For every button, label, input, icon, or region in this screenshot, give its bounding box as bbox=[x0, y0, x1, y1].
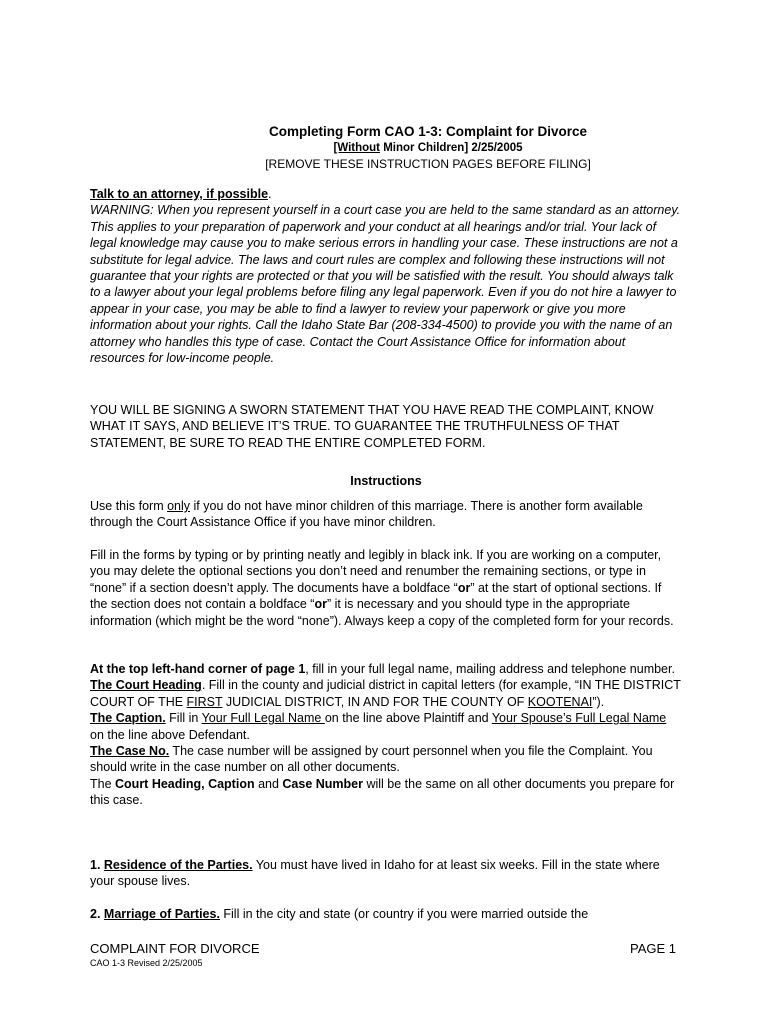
item-2-marriage bbox=[90, 906, 682, 922]
caption-label: The Caption. bbox=[90, 711, 166, 726]
sworn-statement: YOU WILL BE SIGNING A SWORN STATEMENT THAT YOU HAVE READ THE COMPLAINT, KNOW WHAT IT SAYS, AND BELIEVE IT’S TRUE. TO GUARANTEE THE TRUTHFULNESS OF THAT STATEMENT, BE SURE TO READ THE ENTIRE COMPLETED FORM. bbox=[90, 403, 654, 450]
same-and: and bbox=[254, 776, 283, 791]
top-corner-paragraph bbox=[90, 661, 682, 677]
case-number-label: The Case No. bbox=[90, 744, 170, 759]
fill-paragraph bbox=[90, 547, 682, 629]
court-heading-paragraph bbox=[90, 677, 682, 710]
remove-note: [REMOVE THESE INSTRUCTION PAGES BEFORE FILING] bbox=[265, 157, 591, 171]
court-heading-text-2: JUDICIAL DISTRICT, IN AND FOR THE COUNTY OF bbox=[222, 694, 528, 709]
caption-spouse-name: Your Spouse’s Full Legal Name bbox=[491, 711, 667, 726]
attorney-heading: Talk to an attorney, if possible bbox=[90, 187, 269, 201]
use-paragraph bbox=[90, 498, 682, 531]
caption-text-c: on the line above Defendant. bbox=[90, 727, 250, 742]
instructions-heading: Instructions bbox=[350, 474, 422, 488]
document-title: Completing Form CAO 1-3: Complaint for Divorce bbox=[268, 124, 588, 139]
same-text-c: will be the same on all other documents you prepare for this case. bbox=[90, 776, 675, 808]
fill-or-1: or bbox=[457, 580, 471, 595]
use-text-b: if you do not have minor children of this marriage. There is another form available through the Court Assistance Office if you have minor children. bbox=[90, 499, 643, 530]
fill-text-b: ” at the start of optional sections. If the section does not contain a boldface “ bbox=[90, 580, 662, 612]
same-text-a: The bbox=[90, 776, 116, 791]
same-bold-2: Case Number bbox=[282, 776, 363, 791]
item-1-text: You must have lived in Idaho for at least six weeks. Fill in the state where your spouse lives. bbox=[90, 858, 660, 889]
case-number-paragraph bbox=[90, 743, 682, 776]
item-1-number: 1. bbox=[90, 858, 104, 872]
document-subtitle bbox=[178, 142, 678, 154]
top-corner-text: , fill in your full legal name, mailing address and telephone number. bbox=[305, 662, 675, 676]
same-bold-1: Court Heading, Caption bbox=[115, 776, 255, 791]
fill-text-c: ” it is necessary and you should type in the appropriate information (which might be the word “none”). Always keep a copy of the completed form for your records. bbox=[90, 597, 674, 628]
subtitle-rest: Minor Children] 2/25/2005 bbox=[380, 142, 523, 154]
court-heading-end: ”). bbox=[592, 694, 605, 709]
use-text-a: Use this form bbox=[90, 499, 168, 513]
caption-text-a: Fill in bbox=[165, 711, 202, 726]
item-2-label: Marriage of Parties. bbox=[103, 907, 220, 921]
attorney-heading-line bbox=[90, 186, 682, 202]
warning-paragraph: WARNING: When you represent yourself in a court case you are held to the same standard as an attorney. This applies to your preparation of paperwork and your conduct at all hearings and/or trial. Your lack of legal knowledge may cause you to make serious errors in handling your case. These instructions are not a substitute for legal advice. The laws and court rules are complex and following these instructions will not guarantee that your rights are protected or that you will be satisfied with the result. You should always talk to a lawyer about your legal problems before filing any legal paperwork. Even if you do not hire a lawyer to appear in your case, you may be able to find a lawyer to review your paperwork or give you more information about your rights. Call the Idaho State Bar (208-334-4500) to provide you with the name of an attorney who handles this type of case. Contact the Court Assistance Office for information about resources for low-income people. bbox=[90, 203, 681, 366]
attorney-heading-end: . bbox=[268, 187, 272, 201]
item-2-number: 2. bbox=[90, 907, 104, 921]
case-number-text: The case number will be assigned by court personnel when you file the Complaint. You should write in the case number on all other documents. bbox=[90, 744, 653, 775]
item-2-text: Fill in the city and state (or country if you were married outside the bbox=[219, 907, 589, 921]
top-corner-bold: At the top left-hand corner of page 1 bbox=[90, 662, 306, 676]
footer-title: COMPLAINT FOR DIVORCE bbox=[90, 941, 260, 956]
footer-page-number: PAGE 1 bbox=[630, 941, 677, 956]
item-1-residence bbox=[90, 857, 682, 890]
court-heading-text: . Fill in the county and judicial district in capital letters (for example, “IN THE DISTRICT COURT OF THE bbox=[90, 678, 681, 709]
top-section bbox=[90, 661, 682, 809]
fill-or-2: or bbox=[314, 597, 327, 612]
same-documents-paragraph bbox=[90, 776, 682, 809]
court-heading-label: The Court Heading bbox=[90, 678, 202, 693]
caption-full-name: Your Full Legal Name bbox=[201, 711, 325, 726]
caption-paragraph bbox=[90, 710, 682, 743]
item-1-label: Residence of the Parties. bbox=[103, 858, 253, 872]
court-heading-kootenai: KOOTENAI bbox=[527, 694, 593, 709]
caption-text-b: on the line above Plaintiff and bbox=[324, 711, 492, 726]
fill-text-a: Fill in the forms by typing or by printing neatly and legibly in black ink. If you are working on a computer, you may delete the optional sections you don’t need and renumber the remaining sections, or type in “none” if a section doesn’t apply. The documents have a boldface “ bbox=[90, 548, 662, 595]
use-only: only bbox=[167, 499, 191, 513]
footer-revision: CAO 1-3 Revised 2/25/2005 bbox=[90, 958, 203, 968]
attorney-section bbox=[90, 186, 682, 366]
without-text: [Without bbox=[333, 142, 380, 154]
court-heading-first: FIRST bbox=[186, 694, 223, 709]
